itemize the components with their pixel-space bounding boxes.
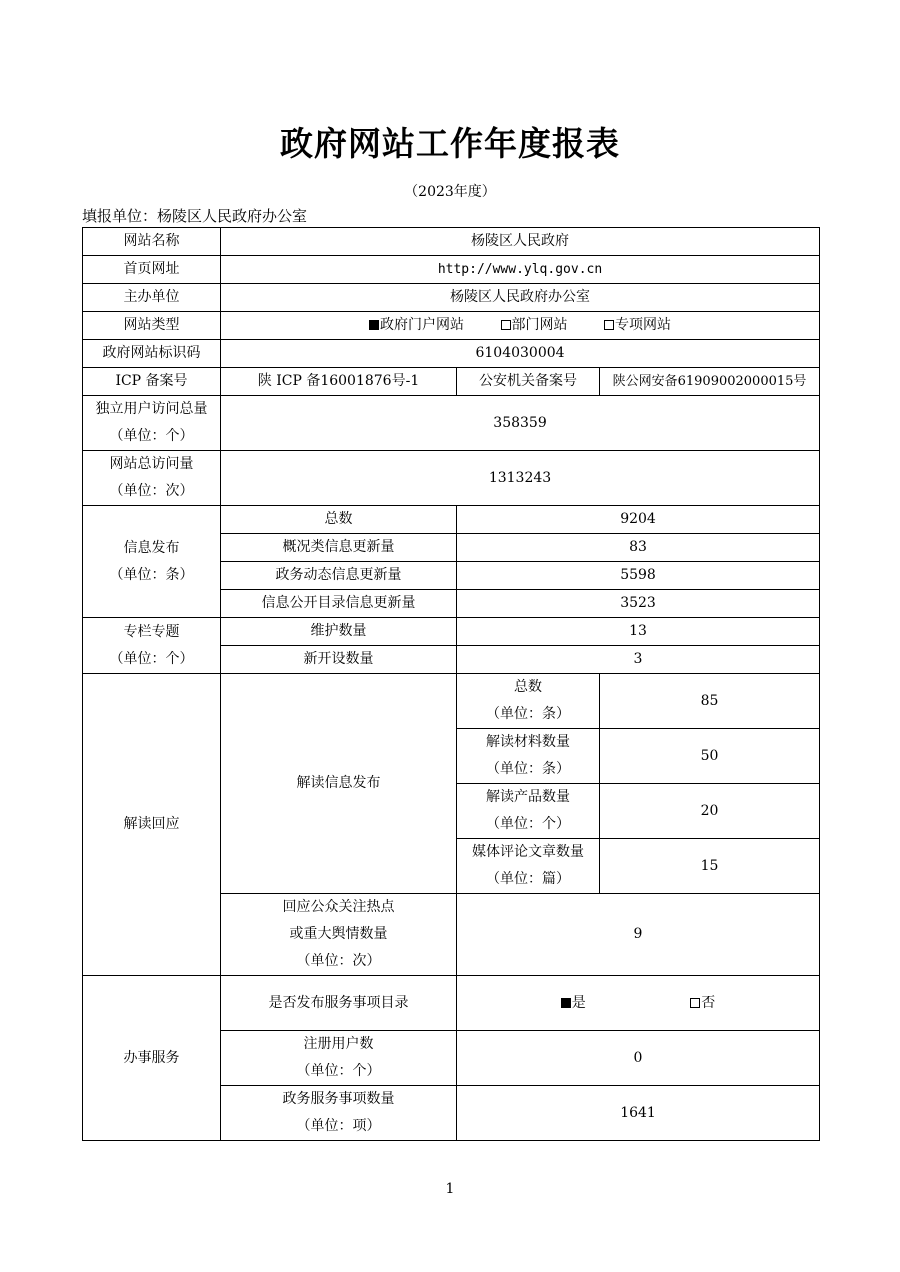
empty-box-icon	[604, 320, 614, 330]
unique-visitors-label	[83, 396, 221, 451]
service-users-unit: （单位：个）	[296, 1063, 381, 1079]
info-publish-label	[83, 506, 221, 618]
response-title-1: 回应公众关注热点	[282, 899, 395, 915]
interp-item-value: 15	[600, 839, 820, 894]
service-items-unit: （单位：项）	[296, 1118, 381, 1134]
interp-item-unit: （单位：个）	[486, 816, 570, 832]
total-visits-label	[83, 451, 221, 506]
empty-box-icon	[690, 998, 700, 1008]
site-type-option-department	[501, 312, 568, 339]
interp-item-title: 解读材料数量	[486, 734, 570, 750]
total-visits-value: 1313243	[221, 451, 820, 506]
info-publish-title: 信息发布	[123, 539, 180, 556]
info-publish-unit: （单位：条）	[109, 566, 194, 583]
interp-item-unit: （单位：篇）	[486, 871, 570, 887]
site-type-option-portal	[369, 312, 464, 339]
row-unique-visitors	[83, 396, 820, 451]
site-type-option-portal-label: 政府门户网站	[380, 317, 465, 333]
response-title-2: 或重大舆情数量	[289, 926, 388, 942]
unique-visitors-unit: （单位：个）	[109, 428, 194, 444]
interp-item-title: 解读产品数量	[486, 789, 570, 805]
checked-box-icon	[561, 998, 571, 1008]
service-items-value: 1641	[457, 1086, 820, 1141]
info-item-label: 政务动态信息更新量	[221, 562, 457, 590]
columns-title: 专栏专题	[123, 623, 180, 640]
fill-unit: 填报单位：杨陵区人民政府办公室	[82, 207, 308, 225]
report-year: （2023年度）	[404, 184, 496, 200]
site-type-label: 网站类型	[83, 312, 221, 340]
interp-item-label	[457, 674, 600, 729]
info-item-value: 3523	[457, 590, 820, 618]
columns-item-label: 新开设数量	[221, 646, 457, 674]
row-homepage	[83, 256, 820, 284]
site-type-option-special-label: 专项网站	[614, 317, 671, 333]
interpretation-label: 解读回应	[83, 674, 221, 976]
site-code-value: 6104030004	[221, 340, 820, 368]
report-title: 政府网站工作年度报表	[280, 124, 620, 163]
icp-label: ICP 备案号	[83, 368, 221, 396]
interp-item-title: 媒体评论文章数量	[472, 844, 584, 860]
columns-item-label: 维护数量	[221, 618, 457, 646]
row-icp	[83, 368, 820, 396]
total-visits-unit: （单位：次）	[109, 483, 194, 499]
response-label	[221, 894, 457, 976]
interp-item-label	[457, 729, 600, 784]
interp-item-unit: （单位：条）	[486, 761, 570, 777]
empty-box-icon	[501, 320, 511, 330]
police-record-label: 公安机关备案号	[457, 368, 600, 396]
interp-item-value: 50	[600, 729, 820, 784]
site-name-label: 网站名称	[83, 228, 221, 256]
info-item-value: 5598	[457, 562, 820, 590]
response-value: 9	[457, 894, 820, 976]
service-catalog-label: 是否发布服务事项目录	[221, 976, 457, 1031]
service-catalog-yes	[561, 990, 586, 1017]
services-label: 办事服务	[83, 976, 221, 1141]
row-info-total	[83, 506, 820, 534]
sponsor-value: 杨陵区人民政府办公室	[221, 284, 820, 312]
site-name-value: 杨陵区人民政府	[221, 228, 820, 256]
service-users-label	[221, 1031, 457, 1086]
service-users-value: 0	[457, 1031, 820, 1086]
checked-box-icon	[369, 320, 379, 330]
service-catalog-yes-label: 是	[571, 994, 586, 1011]
row-site-name	[83, 228, 820, 256]
info-item-value: 9204	[457, 506, 820, 534]
info-item-label: 总数	[221, 506, 457, 534]
homepage-label: 首页网址	[83, 256, 221, 284]
service-items-label	[221, 1086, 457, 1141]
page-number: 1	[445, 1181, 455, 1197]
interp-item-label	[457, 784, 600, 839]
row-columns-maintained	[83, 618, 820, 646]
interp-item-value: 20	[600, 784, 820, 839]
total-visits-title: 网站总访问量	[109, 456, 194, 472]
row-site-type	[83, 312, 820, 340]
interp-item-value: 85	[600, 674, 820, 729]
row-sponsor	[83, 284, 820, 312]
interp-item-unit: （单位：条）	[486, 706, 570, 722]
sponsor-label: 主办单位	[83, 284, 221, 312]
service-catalog-no	[690, 990, 715, 1017]
columns-item-value: 3	[457, 646, 820, 674]
columns-unit: （单位：个）	[109, 650, 194, 667]
row-interp-total	[83, 674, 820, 729]
service-users-title: 注册用户数	[303, 1036, 374, 1052]
row-total-visits	[83, 451, 820, 506]
unique-visitors-value: 358359	[221, 396, 820, 451]
row-service-catalog	[83, 976, 820, 1031]
icp-value: 陕 ICP 备16001876号-1	[221, 368, 457, 396]
police-record-value: 陕公网安备61909002000015号	[600, 368, 820, 396]
info-item-label: 信息公开目录信息更新量	[221, 590, 457, 618]
response-unit: （单位：次）	[296, 953, 381, 969]
site-type-option-special	[604, 312, 671, 339]
service-items-title: 政务服务事项数量	[282, 1091, 395, 1107]
report-table	[82, 227, 820, 1141]
service-catalog-no-label: 否	[701, 994, 716, 1011]
interp-item-label	[457, 839, 600, 894]
info-item-value: 83	[457, 534, 820, 562]
row-site-code	[83, 340, 820, 368]
info-item-label: 概况类信息更新量	[221, 534, 457, 562]
unique-visitors-title: 独立用户访问总量	[95, 401, 208, 417]
service-catalog-options	[457, 976, 820, 1031]
site-type-option-department-label: 部门网站	[511, 317, 568, 333]
interp-item-title: 总数	[514, 679, 542, 695]
site-code-label: 政府网站标识码	[83, 340, 221, 368]
site-type-options	[221, 312, 820, 340]
homepage-value: http://www.ylq.gov.cn	[221, 256, 820, 284]
columns-label	[83, 618, 221, 674]
interpretation-publish-label: 解读信息发布	[221, 674, 457, 894]
columns-item-value: 13	[457, 618, 820, 646]
